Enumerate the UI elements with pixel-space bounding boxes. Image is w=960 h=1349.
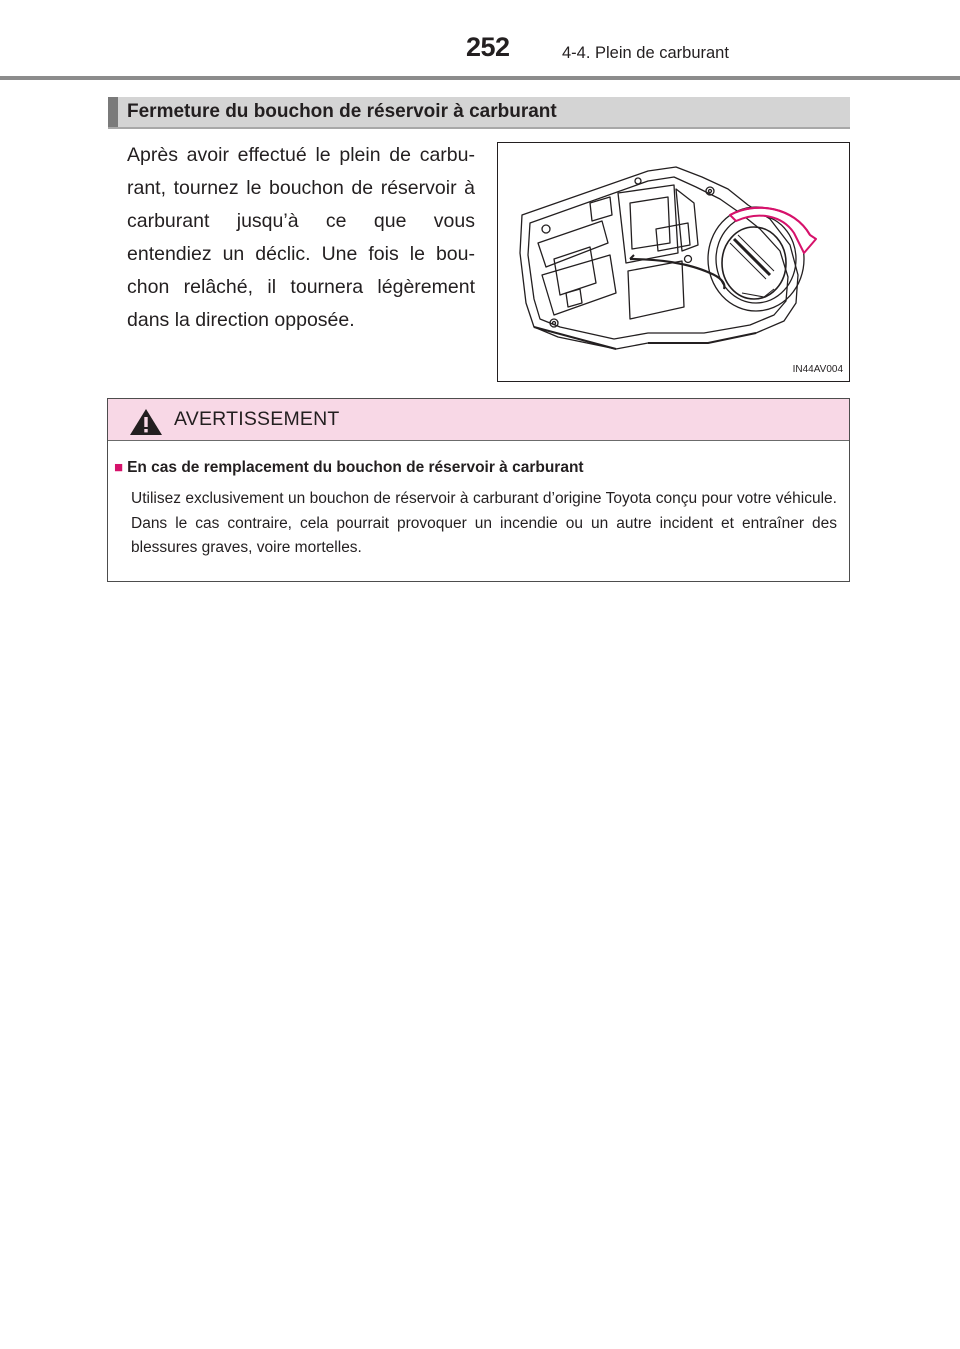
section-heading-bar <box>108 97 850 129</box>
warning-title: AVERTISSEMENT <box>174 408 340 430</box>
section-heading-accent <box>108 97 118 127</box>
square-bullet-icon: ■ <box>114 459 124 476</box>
warning-paragraph: Utilisez exclusivement un bouchon de réservoir à carburant d’origine Toyota conçu pour votre véhicule. Dans le cas contraire, cela pourrait provoquer un incendie ou un autre incident et entraîner des blessures graves, voire mortelles. <box>131 490 837 556</box>
page-number: 252 <box>466 32 510 62</box>
fuel-cap-rotation-illustration <box>498 143 850 382</box>
warning-subheading-text: En cas de remplacement du bouchon de réservoir à carburant <box>127 459 584 476</box>
section-heading-title: Fermeture du bouchon de réservoir à carburant <box>127 101 557 122</box>
warning-header <box>108 399 849 441</box>
warning-box <box>107 398 850 582</box>
warning-triangle-icon <box>128 407 164 437</box>
instruction-paragraph: Après avoir effectué le plein de carbu-rant, tournez le bouchon de réservoir à carburant jusqu’à ce que vous entendiez un déclic. Une fois le bou-chon relâché, il tournera légèrement dans la direction opposée. <box>127 144 475 331</box>
warning-subheading <box>114 459 584 477</box>
figure-code: IN44AV004 <box>792 364 843 375</box>
header-divider <box>0 76 960 80</box>
chapter-section-title: 4-4. Plein de carburant <box>562 44 729 62</box>
fuel-cap-figure <box>497 142 850 382</box>
